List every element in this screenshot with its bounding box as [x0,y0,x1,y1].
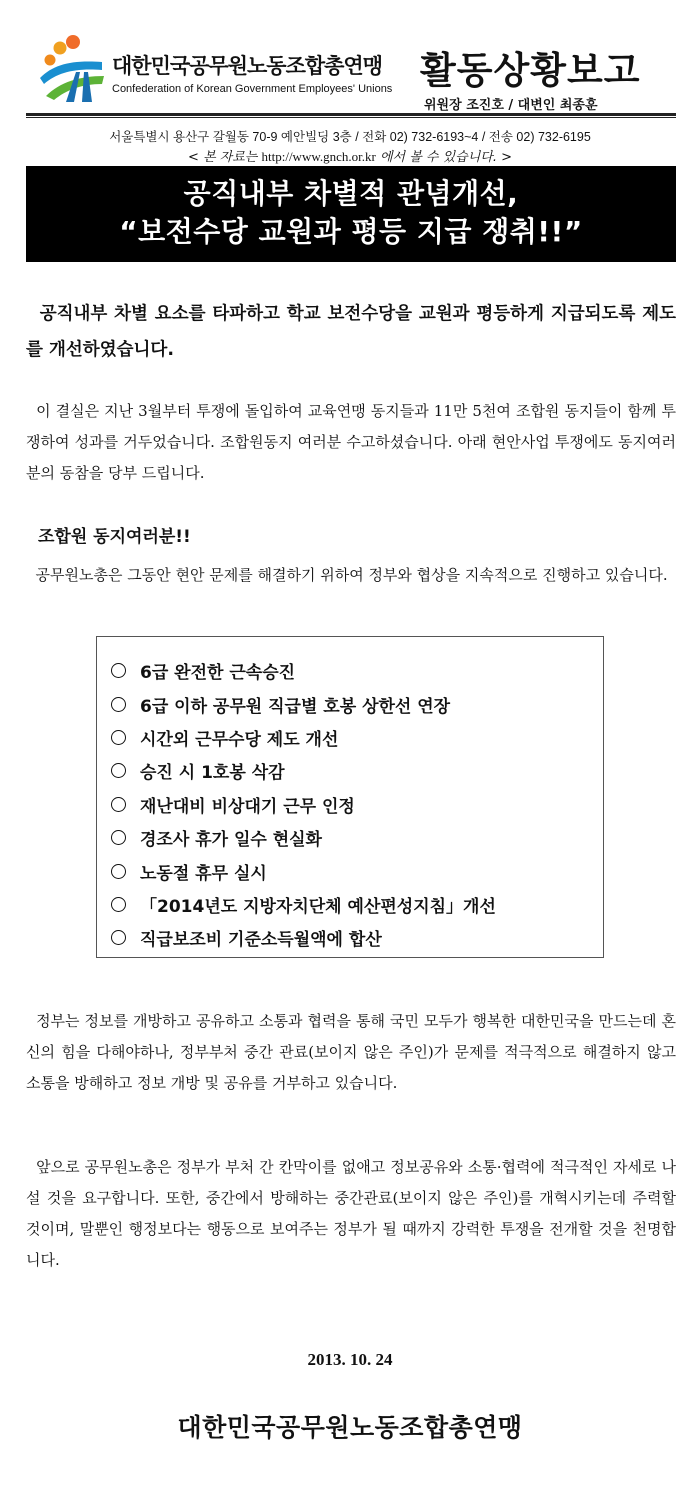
demand-item [97,888,603,921]
demand-item [97,821,603,854]
lead-paragraph [26,296,676,368]
circle-bullet-icon [111,663,126,678]
lead-text: 공직내부 차별 요소를 타파하고 학교 보전수당을 교원과 평등하게 지급되도록 제도를 개선하였습니다. [26,304,676,360]
headline-line-1: 공직내부 차별적 관념개선, [183,177,519,210]
demand-item [97,654,603,687]
paragraph-1-text: 이 결실은 지난 3월부터 투쟁에 돌입하여 교육연맹 동지들과 11만 5천여 조합원 동지들이 함께 투쟁하여 성과를 거두었습니다. 조합원동지 여러분 수고하셨습니다. 아래 현안사업 투쟁에도 동지여러분의 동참을 당부 드립니다. [26,402,676,482]
demand-text: 6급 완전한 근속승진 [140,663,296,684]
paragraph-4-text: 앞으로 공무원노총은 정부가 부처 간 칸막이를 없애고 정보공유와 소통·협력에 적극적인 자세로 나설 것을 요구합니다. 또한, 중간에서 방해하는 중간관료(보이지 않은 주인)를 개혁시키는데 주력할 것이며, 말뿐인 행정보다는 행동으로 보여주는 정부가 될 때까지 강력한 투쟁을 전개할 것을 천명합니다. [26,1158,676,1269]
demand-item [97,854,603,887]
org-name-ko: 대한민국공무원노동조합총연맹 [112,54,383,78]
paragraph-3-text: 정부는 정보를 개방하고 공유하고 소통과 협력을 통해 국민 모두가 행복한 대한민국을 만드는데 혼신의 힘을 다해야하나, 정부부처 중간 관료(보이지 않은 주인)가 문제를 적극적으로 해결하지 않고 소통을 방해하고 정보 개방 및 공유를 거부하고 있습니다. [26,1012,676,1092]
circle-bullet-icon [111,830,126,845]
circle-bullet-icon [111,930,126,945]
demand-text: 승진 시 1호봉 삭감 [140,763,285,784]
demand-item [97,687,603,720]
circle-bullet-icon [111,797,126,812]
leaders: 위원장 조진호 / 대변인 최종훈 [424,98,598,113]
demand-text: 경조사 휴가 일수 현실화 [140,830,322,851]
greeting-heading: 조합원 동지여러분!! [38,527,191,547]
paragraph-2-text: 공무원노총은 그동안 현안 문제를 해결하기 위하여 정부와 협상을 지속적으로 진행하고 있습니다. [35,566,668,584]
notice-prefix: < 본 자료는 [187,150,258,165]
demand-text: 6급 이하 공무원 직급별 호봉 상한선 연장 [140,696,451,717]
paragraph-2 [26,560,676,591]
website-link[interactable]: http://www.gnch.or.kr [261,149,376,164]
circle-bullet-icon [111,864,126,879]
demand-item [97,754,603,787]
issue-date: 2013. 10. 24 [307,1350,393,1369]
contact-address: 서울특별시 용산구 갈월동 70-9 예안빌딩 3층 / 전화 02) 732-6193~4 / 전송 02) 732-6195 [109,130,591,144]
headline-banner [26,166,676,262]
demand-text: 「2014년도 지방자치단체 예산편성지침」개선 [140,896,496,917]
header-rule-thick [26,113,676,116]
paragraph-3 [26,1006,676,1099]
paragraph-1 [26,396,676,489]
website-notice [0,146,700,165]
logo-dot-1 [45,55,56,66]
demand-text: 재난대비 비상대기 근무 인정 [140,796,355,817]
demands-box [96,636,604,958]
demand-item [97,721,603,754]
report-title: 활동상황보고 [420,49,641,92]
logo-dot-3 [66,35,80,49]
circle-bullet-icon [111,763,126,778]
union-logo [36,34,106,102]
circle-bullet-icon [111,897,126,912]
footer-org-name: 대한민국공무원노동조합총연맹 [177,1413,523,1442]
circle-bullet-icon [111,697,126,712]
demand-item [97,921,603,954]
demand-text: 직급보조비 기준소득월액에 합산 [140,930,382,951]
demand-item [97,788,603,821]
circle-bullet-icon [111,730,126,745]
logo-road-right [82,72,92,102]
org-name-en: Confederation of Korean Government Employees' Unions [112,83,393,95]
paragraph-4 [26,1152,676,1276]
headline-line-2: “보전수당 교원과 평등 지급 쟁취!!” [119,215,583,248]
demand-text: 시간외 근무수당 제도 개선 [140,729,339,750]
logo-dot-2 [54,42,67,55]
header-rule-thin [26,117,676,118]
demand-text: 노동절 휴무 실시 [140,863,267,884]
notice-suffix: 에서 볼 수 있습니다. > [379,150,513,165]
